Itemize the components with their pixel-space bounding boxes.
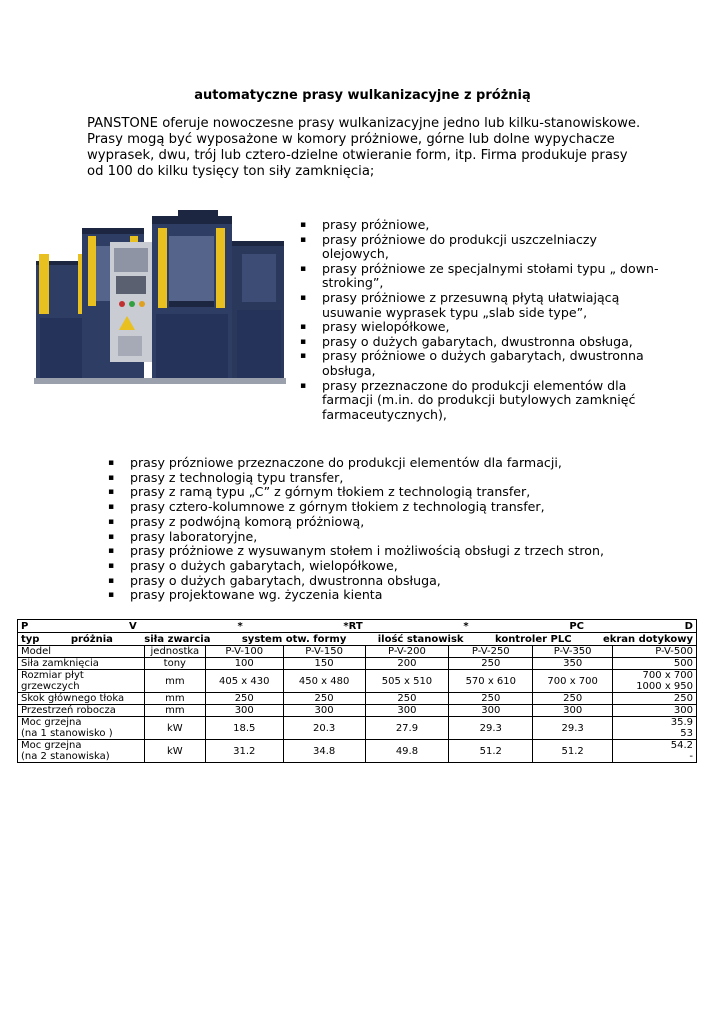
table-cell: 405 x 430 (205, 670, 283, 693)
list-item: ▪ prasy próżniowe ze specjalnymi stołami typu „ down-stroking”, (300, 260, 659, 291)
table-cell: P-V-200 (365, 646, 449, 658)
list-item: ▪ prasy prózniowe przeznaczone do produkcji elementów dla farmacji, (108, 455, 562, 470)
vulcanizing-press-photo (32, 206, 287, 394)
header-cell: próżnia (70, 633, 113, 645)
table-cell: 300 (533, 705, 613, 717)
header-cell: P (21, 620, 29, 632)
table-cell: 300 (613, 705, 697, 717)
table-cell: kW (144, 740, 205, 763)
table-cell: 29.3 (449, 717, 533, 740)
table-cell: Siła zamknięcia (18, 658, 145, 670)
table-cell: P-V-350 (533, 646, 613, 658)
table-cell: 300 (205, 705, 283, 717)
table-cell: 200 (365, 658, 449, 670)
table-cell: Przestrzeń robocza (18, 705, 145, 717)
table-cell: mm (144, 705, 205, 717)
table-cell: 18.5 (205, 717, 283, 740)
list-item: ▪ prasy wielopółkowe, (300, 319, 450, 335)
header-cell: siła zwarcia (144, 633, 211, 645)
press-types-list-2 (108, 456, 668, 603)
header-cell: system otw. formy (241, 633, 347, 645)
table-cell: 27.9 (365, 717, 449, 740)
table-cell: 54.2 - (613, 740, 697, 763)
list-item: ▪ prasy próżniowe do produkcji uszczelniaczy olejowych, (300, 231, 597, 262)
list-item: ▪ prasy cztero-kolumnowe z górnym tłokiem z technologią transfer, (108, 499, 545, 515)
list-item: ▪ prasy przeznaczone do produkcji elementów dla farmacji (m.in. do produkcji butylowych zamknięć farmaceutycznych), (300, 377, 636, 422)
table-cell: 49.8 (365, 740, 449, 763)
table-row (18, 693, 697, 705)
list-item: ▪ prasy o dużych gabarytach, wielopółkowe, (108, 557, 398, 573)
table-row (18, 646, 697, 658)
table-cell: P-V-500 (613, 646, 697, 658)
header-cell: D (684, 620, 693, 632)
list-item: ▪ prasy z podwójną komorą próżniową, (108, 513, 365, 529)
table-cell: 700 x 700 1000 x 950 (613, 670, 697, 693)
header-cell: * (237, 620, 243, 632)
table-cell: P-V-150 (283, 646, 365, 658)
table-cell: 300 (449, 705, 533, 717)
table-cell: tony (144, 658, 205, 670)
table-header-labels (18, 633, 697, 646)
table-row (18, 670, 697, 693)
intro-paragraph: PANSTONE oferuje nowoczesne prasy wulkanizacyjne jedno lub kilku-stanowiskowe. Prasy mogą być wyposażone w komory próżniowe, górne lub dolne wypychacze wyprasek, dwu, trój lub cztero-dzielne otwieranie form, itp. Firma produkuje prasy od 100 do kilku tysięcy ton siły zamknięcia; (87, 116, 641, 179)
press-types-list-1 (300, 218, 660, 422)
table-row (18, 717, 697, 740)
header-cell: ilość stanowisk (377, 633, 464, 645)
specifications-table (17, 619, 697, 763)
header-cell: V (129, 620, 137, 632)
header-cell: PC (569, 620, 584, 632)
table-cell: 150 (283, 658, 365, 670)
table-cell: jednostka (144, 646, 205, 658)
table-cell: mm (144, 670, 205, 693)
list-item: ▪ prasy próżniowe z wysuwanym stołem i możliwością obsługi z trzech stron, (108, 543, 604, 559)
table-cell: 20.3 (283, 717, 365, 740)
list-item: ▪ prasy próżniowe o dużych gabarytach, dwustronna obsługa, (300, 348, 644, 378)
list-item: ▪ prasy z technologią typu transfer, (108, 469, 344, 485)
table-cell: 350 (533, 658, 613, 670)
table-row (18, 740, 697, 763)
table-cell: 31.2 (205, 740, 283, 763)
table-cell: 250 (613, 693, 697, 705)
table-cell: 51.2 (449, 740, 533, 763)
table-cell: 250 (449, 693, 533, 705)
table-cell: 700 x 700 (533, 670, 613, 693)
list-item: ▪ prasy próżniowe, (300, 217, 430, 232)
table-header-codes (18, 620, 697, 633)
table-cell: 250 (205, 693, 283, 705)
table-cell: 250 (449, 658, 533, 670)
table-cell: 34.8 (283, 740, 365, 763)
table-cell: 100 (205, 658, 283, 670)
table-cell: 505 x 510 (365, 670, 449, 693)
table-cell: 35.9 53 (613, 717, 697, 740)
table-cell: 250 (365, 693, 449, 705)
header-cell: * (463, 620, 469, 632)
table-cell: 570 x 610 (449, 670, 533, 693)
table-cell: 250 (283, 693, 365, 705)
list-item: ▪ prasy o dużych gabarytach, dwustronna obsługa, (108, 572, 441, 588)
table-cell: 500 (613, 658, 697, 670)
list-item: ▪ prasy projektowane wg. życzenia kienta (108, 587, 383, 603)
list-item: ▪ prasy próżniowe z przesuwną płytą ułatwiającą usuwanie wyprasek typu „slab side type”, (300, 289, 620, 320)
table-cell: 300 (365, 705, 449, 717)
table-cell: Skok głównego tłoka (18, 693, 145, 705)
header-cell: *RT (343, 620, 363, 632)
list-item: ▪ prasy o dużych gabarytach, dwustronna obsługa, (300, 333, 633, 349)
header-cell: ekran dotykowy (602, 633, 693, 645)
table-cell: kW (144, 717, 205, 740)
table-cell: Moc grzejna (na 2 stanowiska) (18, 740, 145, 763)
table-row (18, 705, 697, 717)
table-cell: 51.2 (533, 740, 613, 763)
list-item: ▪ prasy z ramą typu „C” z górnym tłokiem z technologią transfer, (108, 484, 531, 500)
list-item: ▪ prasy laboratoryjne, (108, 528, 258, 544)
table-row (18, 658, 697, 670)
table-cell: P-V-100 (205, 646, 283, 658)
page-title: automatyczne prasy wulkanizacyjne z próżnią (194, 88, 531, 103)
table-cell: 29.3 (533, 717, 613, 740)
header-cell: typ (21, 633, 40, 645)
table-cell: Moc grzejna (na 1 stanowisko ) (18, 717, 145, 740)
table-cell: Rozmiar płyt grzewczych (18, 670, 145, 693)
table-cell: 450 x 480 (283, 670, 365, 693)
table-cell: Model (18, 646, 145, 658)
table-cell: mm (144, 693, 205, 705)
table-cell: 250 (533, 693, 613, 705)
table-cell: 300 (283, 705, 365, 717)
table-cell: P-V-250 (449, 646, 533, 658)
header-cell: kontroler PLC (494, 633, 572, 645)
